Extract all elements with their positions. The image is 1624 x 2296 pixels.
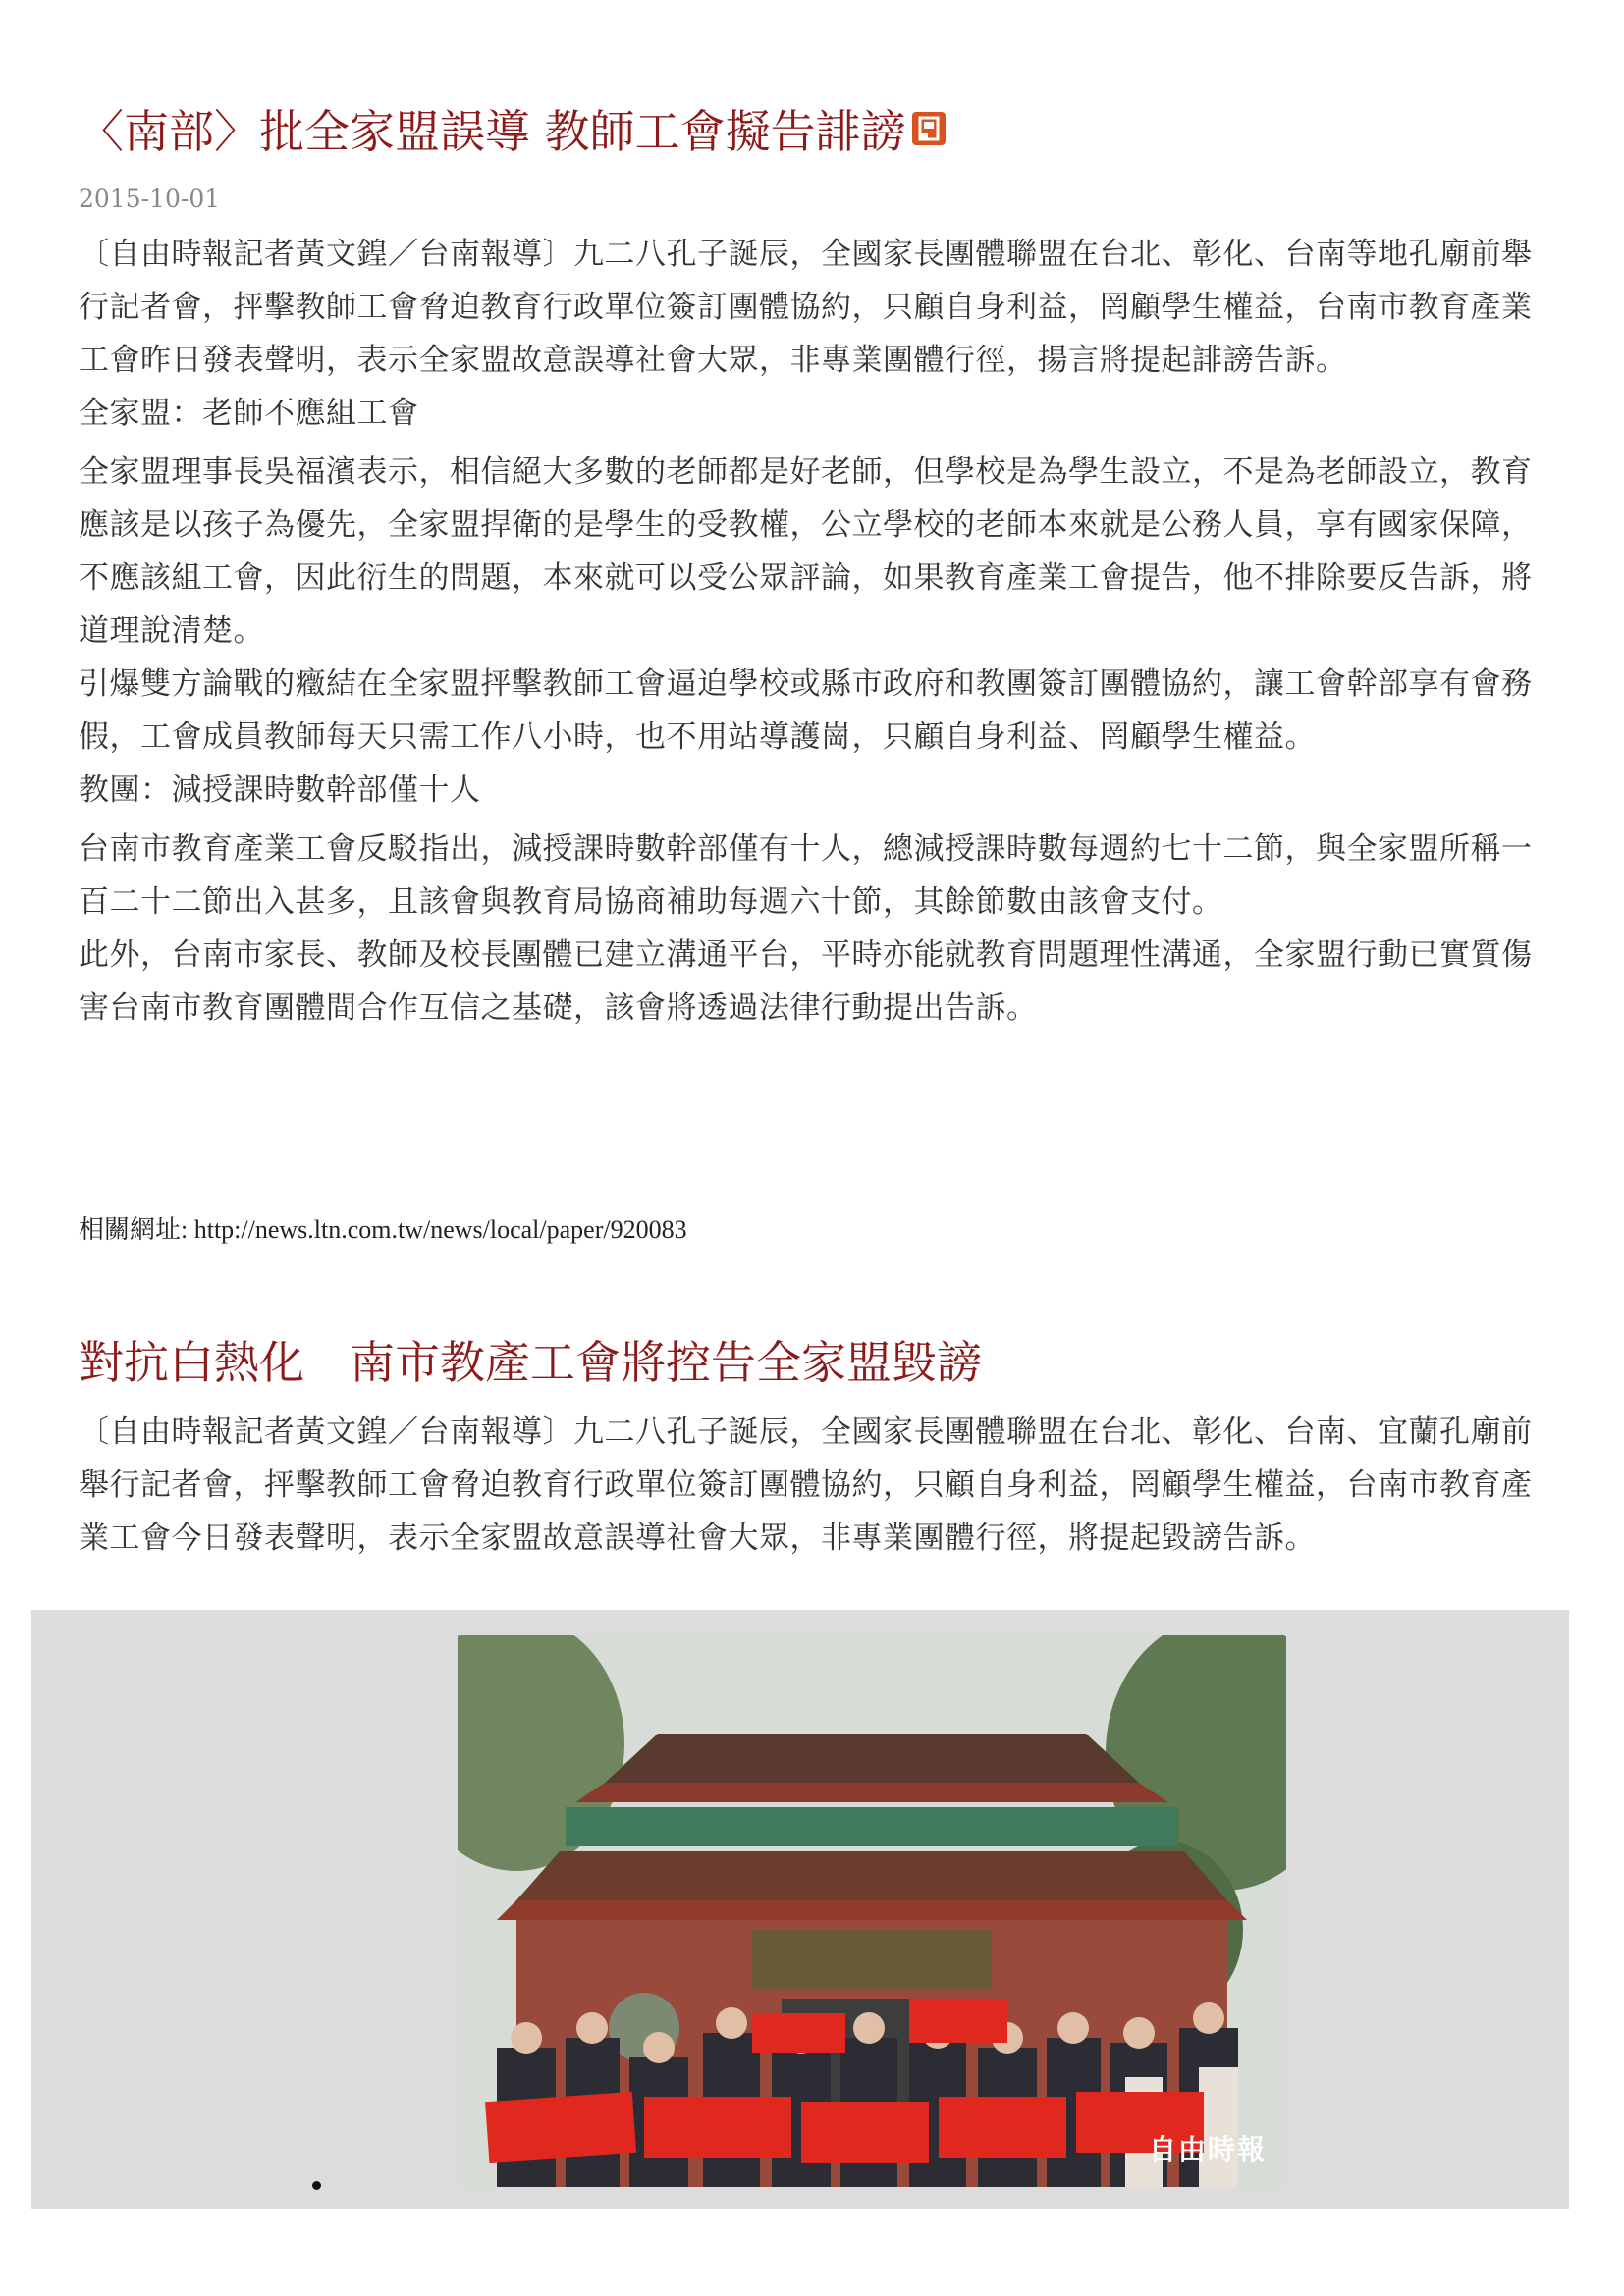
article-2-title: 對抗白熱化 南市教產工會將控告全家盟毀謗 [79,1336,982,1389]
related-label: 相關網址: [79,1215,194,1244]
article-1-paragraph: 台南市教育產業工會反駁指出，減授課時數幹部僅有十人，總減授課時數每週約七十二節，與全家盟所稱一百二十二節出入甚多，且該會與教育局協商補助每週六十節，其餘節數由該會支付。 [79,831,1533,920]
photo-watermark: 自由時報 [1148,2133,1267,2165]
related-url[interactable]: http://news.ltn.com.tw/news/local/paper/920083 [193,1215,687,1244]
article-1-subheading: 教團：減授課時數幹部僅十人 [79,773,481,808]
temple-protest-illustration [458,1635,1286,2187]
article-2-paragraph: 〔自由時報記者黃文鍠／台南報導〕九二八孔子誕辰，全國家長團體聯盟在台北、彰化、台南、宜蘭孔廟前舉行記者會，抨擊教師工會脅迫教育行政單位簽訂團體協約，只顧自身利益，罔顧學生權益，台南市教育產業工會今日發表聲明，表示全家盟故意誤導社會大眾，非專業團體行徑，將提起毀謗告訴。 [79,1415,1533,1556]
article-1-paragraph: 此外，台南市家長、教師及校長團體已建立溝通平台，平時亦能就教育問題理性溝通，全家盟行動已實質傷害台南市教育團體間合作互信之基礎，該會將透過法律行動提出告訴。 [79,937,1533,1026]
article-1-title-text: 〈南部〉批全家盟誤導 教師工會擬告誹謗 [79,105,906,158]
article-1-subheading: 全家盟：老師不應組工會 [79,396,419,431]
article-1-paragraph: 全家盟理事長吳福濱表示，相信絕大多數的老師都是好老師，但學校是為學生設立，不是為老師設立，教育應該是以孩子為優先，全家盟捍衛的是學生的受教權，公立學校的老師本來就是公務人員，享有國家保障，不應該組工會，因此衍生的問題，本來就可以受公眾評論，如果教育產業工會提告，他不排除要反告訴，將道理說清楚。 [79,454,1533,649]
article-2-body [79,1406,1551,1565]
article-1-title [79,96,946,161]
article-1-body [79,228,1551,1035]
article-1-paragraph: 引爆雙方論戰的癥結在全家盟抨擊教師工會逼迫學校或縣市政府和教團簽訂團體協約，讓工會幹部享有會務假，工會成員教師每天只需工作八小時，也不用站導護崗，只顧自身利益、罔顧學生權益。 [79,667,1533,755]
print-icon[interactable] [912,112,946,145]
related-link [79,1209,687,1246]
article-1-date: 2015-10-01 [79,185,221,213]
article-1-paragraph: 〔自由時報記者黃文鍠／台南報導〕九二八孔子誕辰，全國家長團體聯盟在台北、彰化、台南等地孔廟前舉行記者會，抨擊教師工會脅迫教育行政單位簽訂團體協約，只顧自身利益，罔顧學生權益，台南市教育產業工會昨日發表聲明，表示全家盟故意誤導社會大眾，非專業團體行徑，揚言將提起誹謗告訴。 [79,237,1533,378]
news-photo [458,1635,1286,2187]
bullet-icon [312,2181,321,2190]
